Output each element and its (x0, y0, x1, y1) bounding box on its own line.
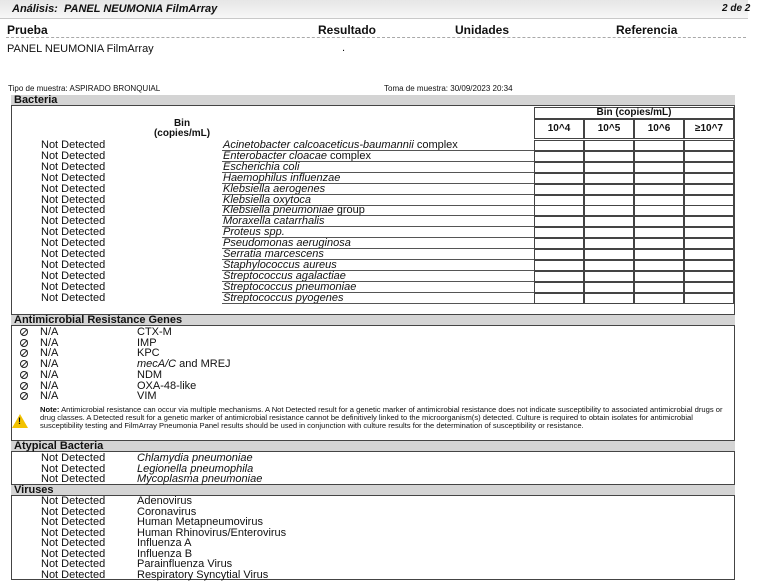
virus-result: Not Detected (41, 526, 106, 539)
bin-cell (684, 293, 734, 304)
bacteria-result: Not Detected (41, 204, 106, 217)
bacteria-result: Not Detected (41, 269, 106, 282)
amr-gene-italic: mecA/C (137, 358, 177, 371)
bin-cell (534, 238, 584, 249)
bin-cell (684, 140, 734, 151)
amr-note-text: Antimicrobial resistance can occur via multiple mechanisms. A Not Detected result for a genetic marker of antimicrobial resistance does not indicate susceptibility to associated antimicrobial drugs or drug classes. A Detected result for a genetic marker of antimicrobial resistance cannot be definitively linked to the microorganism(s) detected. Culture is required to obtain isolates for antimicrobial susceptibility testing and FilmArray Pneumonia Panel results should be used in conjunction with culture results for the determination of susceptibility or resistance. (40, 405, 723, 430)
test-name: PANEL NEUMONIA FilmArray (7, 43, 154, 55)
virus-name: Coronavirus (137, 505, 197, 518)
organism-name: Staphylococcus aureus (223, 258, 337, 271)
bin-cell (534, 249, 584, 260)
bin-header: 10^5 (584, 119, 634, 139)
sample-type: Tipo de muestra: ASPIRADO BRONQUIAL (8, 84, 161, 93)
not-applicable-icon (20, 328, 28, 336)
bin-cell (634, 195, 684, 206)
bacteria-result: Not Detected (41, 237, 106, 250)
warning-icon: ! (12, 414, 28, 428)
atypical-organism: Mycoplasma pneumoniae (137, 473, 263, 486)
bin-header: 10^6 (634, 119, 684, 139)
bin-cell (534, 216, 584, 227)
bacteria-result: Not Detected (41, 160, 106, 173)
organism-name: Klebsiella oxytoca (223, 193, 312, 206)
not-applicable-icon (20, 371, 28, 379)
bin-cell (584, 205, 634, 216)
bin-cell (584, 195, 634, 206)
amr-result: N/A (40, 347, 59, 360)
bin-cell (584, 140, 634, 151)
organism-name: Klebsiella aerogenes (223, 182, 326, 195)
bin-cell (584, 151, 634, 162)
amr-note (40, 406, 728, 430)
amr-gene-name: and MREJ (176, 358, 231, 371)
atypical-result: Not Detected (41, 462, 106, 475)
bacteria-result: Not Detected (41, 139, 106, 151)
bin-cell (684, 216, 734, 227)
bin-cell (534, 184, 584, 195)
organism-name: Moraxella catarrhalis (223, 215, 325, 228)
viruses-title: Viruses (11, 485, 735, 496)
amr-gene-name: OXA-48-like (137, 379, 197, 392)
bin-cell (534, 293, 584, 304)
organism-name: Streptococcus pyogenes (223, 291, 344, 304)
virus-result: Not Detected (41, 495, 106, 507)
virus-name: Adenovirus (137, 495, 193, 507)
bin-cell (684, 173, 734, 184)
bin-cell (534, 151, 584, 162)
column-units: Unidades (455, 23, 510, 37)
column-reference: Referencia (616, 23, 678, 37)
bin-cell (634, 205, 684, 216)
bin-cell (634, 173, 684, 184)
bin-column-label: Bin (copies/mL) (153, 118, 211, 139)
amr-result: N/A (40, 326, 59, 338)
amr-result: N/A (40, 379, 59, 392)
bin-cell (684, 271, 734, 282)
bin-cell (634, 227, 684, 238)
bin-cell (684, 227, 734, 238)
organism-name: Streptococcus agalactiae (223, 269, 346, 282)
organism-suffix: group (333, 204, 365, 217)
analysis-value: PANEL NEUMONIA FilmArray (64, 3, 218, 15)
atypical-result: Not Detected (41, 452, 106, 464)
amr-title: Antimicrobial Resistance Genes (11, 315, 735, 326)
organism-suffix: complex (413, 139, 458, 151)
virus-result: Not Detected (41, 568, 106, 581)
virus-result: Not Detected (41, 547, 106, 560)
bin-cell (684, 238, 734, 249)
bin-cell (534, 271, 584, 282)
bin-cell (684, 205, 734, 216)
bin-cell (534, 205, 584, 216)
bin-cell (684, 282, 734, 293)
atypical-result: Not Detected (41, 473, 106, 486)
test-result: . (342, 42, 346, 54)
atypical-organism: Chlamydia pneumoniae (137, 452, 253, 464)
bin-cell (634, 162, 684, 173)
virus-result: Not Detected (41, 516, 106, 528)
viruses-frame (11, 485, 735, 580)
bacteria-result: Not Detected (41, 291, 106, 304)
column-test: Prueba (7, 23, 48, 37)
bin-group-label: Bin (copies/mL) (534, 107, 734, 119)
bacteria-result: Not Detected (41, 182, 106, 195)
bin-cell (634, 238, 684, 249)
bin-cell (534, 173, 584, 184)
atypical-title: Atypical Bacteria (11, 441, 735, 452)
bacteria-title: Bacteria (11, 95, 735, 106)
bin-cell (584, 227, 634, 238)
organism-name: Haemophilus influenzae (223, 171, 341, 184)
virus-result: Not Detected (41, 558, 106, 570)
bacteria-result: Not Detected (41, 280, 106, 293)
organism-name: Pseudomonas aeruginosa (223, 237, 351, 250)
amr-gene (137, 391, 157, 402)
bacteria-result: Not Detected (41, 171, 106, 184)
bin-cell (584, 249, 634, 260)
bacteria-result: Not Detected (41, 248, 106, 260)
bin-cell (584, 162, 634, 173)
bin-cell (684, 260, 734, 271)
organism-name: Enterobacter cloacae (223, 149, 327, 162)
organism-name: Klebsiella pneumoniae (223, 204, 334, 217)
amr-gene-name: IMP (137, 336, 157, 349)
sample-taken: Toma de muestra: 30/09/2023 20:34 (384, 84, 513, 93)
bin-cell (684, 195, 734, 206)
organism-name: Streptococcus pneumoniae (223, 280, 357, 293)
bin-cell (634, 184, 684, 195)
bin-cell (584, 173, 634, 184)
bin-cell (634, 249, 684, 260)
amr-result: N/A (40, 390, 59, 403)
virus-name: Parainfluenza Virus (137, 558, 233, 570)
not-applicable-icon (20, 382, 28, 390)
amr-gene-name: KPC (137, 347, 160, 360)
bin-cell (684, 249, 734, 260)
organism-name: Escherichia coli (223, 160, 300, 173)
virus-name: Respiratory Syncytial Virus (137, 568, 269, 581)
bacteria-result: Not Detected (41, 193, 106, 206)
bacteria-result: Not Detected (41, 258, 106, 271)
bin-cell (634, 216, 684, 227)
bin-cell (534, 260, 584, 271)
amr-gene-name: CTX-M (137, 326, 172, 338)
not-applicable-icon (20, 339, 28, 347)
organism-name: Serratia marcescens (223, 248, 324, 260)
amr-result: N/A (40, 358, 59, 371)
bin-cell (584, 271, 634, 282)
bacteria-result: Not Detected (41, 149, 106, 162)
bin-cell (584, 293, 634, 304)
bin-cell (634, 151, 684, 162)
virus-result: Not Detected (41, 537, 106, 549)
bin-header: ≥10^7 (684, 119, 734, 139)
bin-cell (584, 216, 634, 227)
header-divider (6, 37, 746, 38)
organism-name: Proteus spp. (223, 226, 285, 239)
virus-name: Human Rhinovirus/Enterovirus (137, 526, 287, 539)
amr-result: N/A (40, 368, 59, 381)
amr-gene-name: VIM (137, 390, 157, 403)
bin-cell (584, 282, 634, 293)
amr-result: N/A (40, 336, 59, 349)
bin-cell (534, 282, 584, 293)
bin-cell (684, 184, 734, 195)
organism-name: Acinetobacter calcoaceticus-baumannii (223, 139, 414, 151)
organism-underline (222, 303, 534, 304)
virus-name: Human Metapneumovirus (137, 516, 263, 528)
analysis-label: Análisis: (12, 3, 58, 15)
bin-cell (584, 184, 634, 195)
bin-header: 10^4 (534, 119, 584, 139)
virus-name: Influenza A (137, 537, 192, 549)
bin-cell (584, 238, 634, 249)
bin-cell (534, 227, 584, 238)
amr-note-label: Note: (40, 405, 60, 414)
bin-cell (684, 151, 734, 162)
bin-cell (684, 162, 734, 173)
bin-cell (534, 162, 584, 173)
bin-cell (634, 293, 684, 304)
atypical-organism: Legionella pneumophila (137, 462, 254, 475)
virus-name: Influenza B (137, 547, 193, 560)
column-result: Resultado (318, 23, 377, 37)
bin-cell (634, 271, 684, 282)
bin-cell (634, 260, 684, 271)
amr-gene-name: NDM (137, 368, 163, 381)
bacteria-result: Not Detected (41, 215, 106, 228)
organism-suffix: complex (326, 149, 371, 162)
bin-cell (534, 195, 584, 206)
bin-cell (634, 282, 684, 293)
page-number: 2 de 2 (722, 3, 751, 14)
bin-cell (584, 260, 634, 271)
bin-cell (634, 140, 684, 151)
virus-result: Not Detected (41, 505, 106, 518)
bin-cell (534, 140, 584, 151)
bacteria-result: Not Detected (41, 226, 106, 239)
